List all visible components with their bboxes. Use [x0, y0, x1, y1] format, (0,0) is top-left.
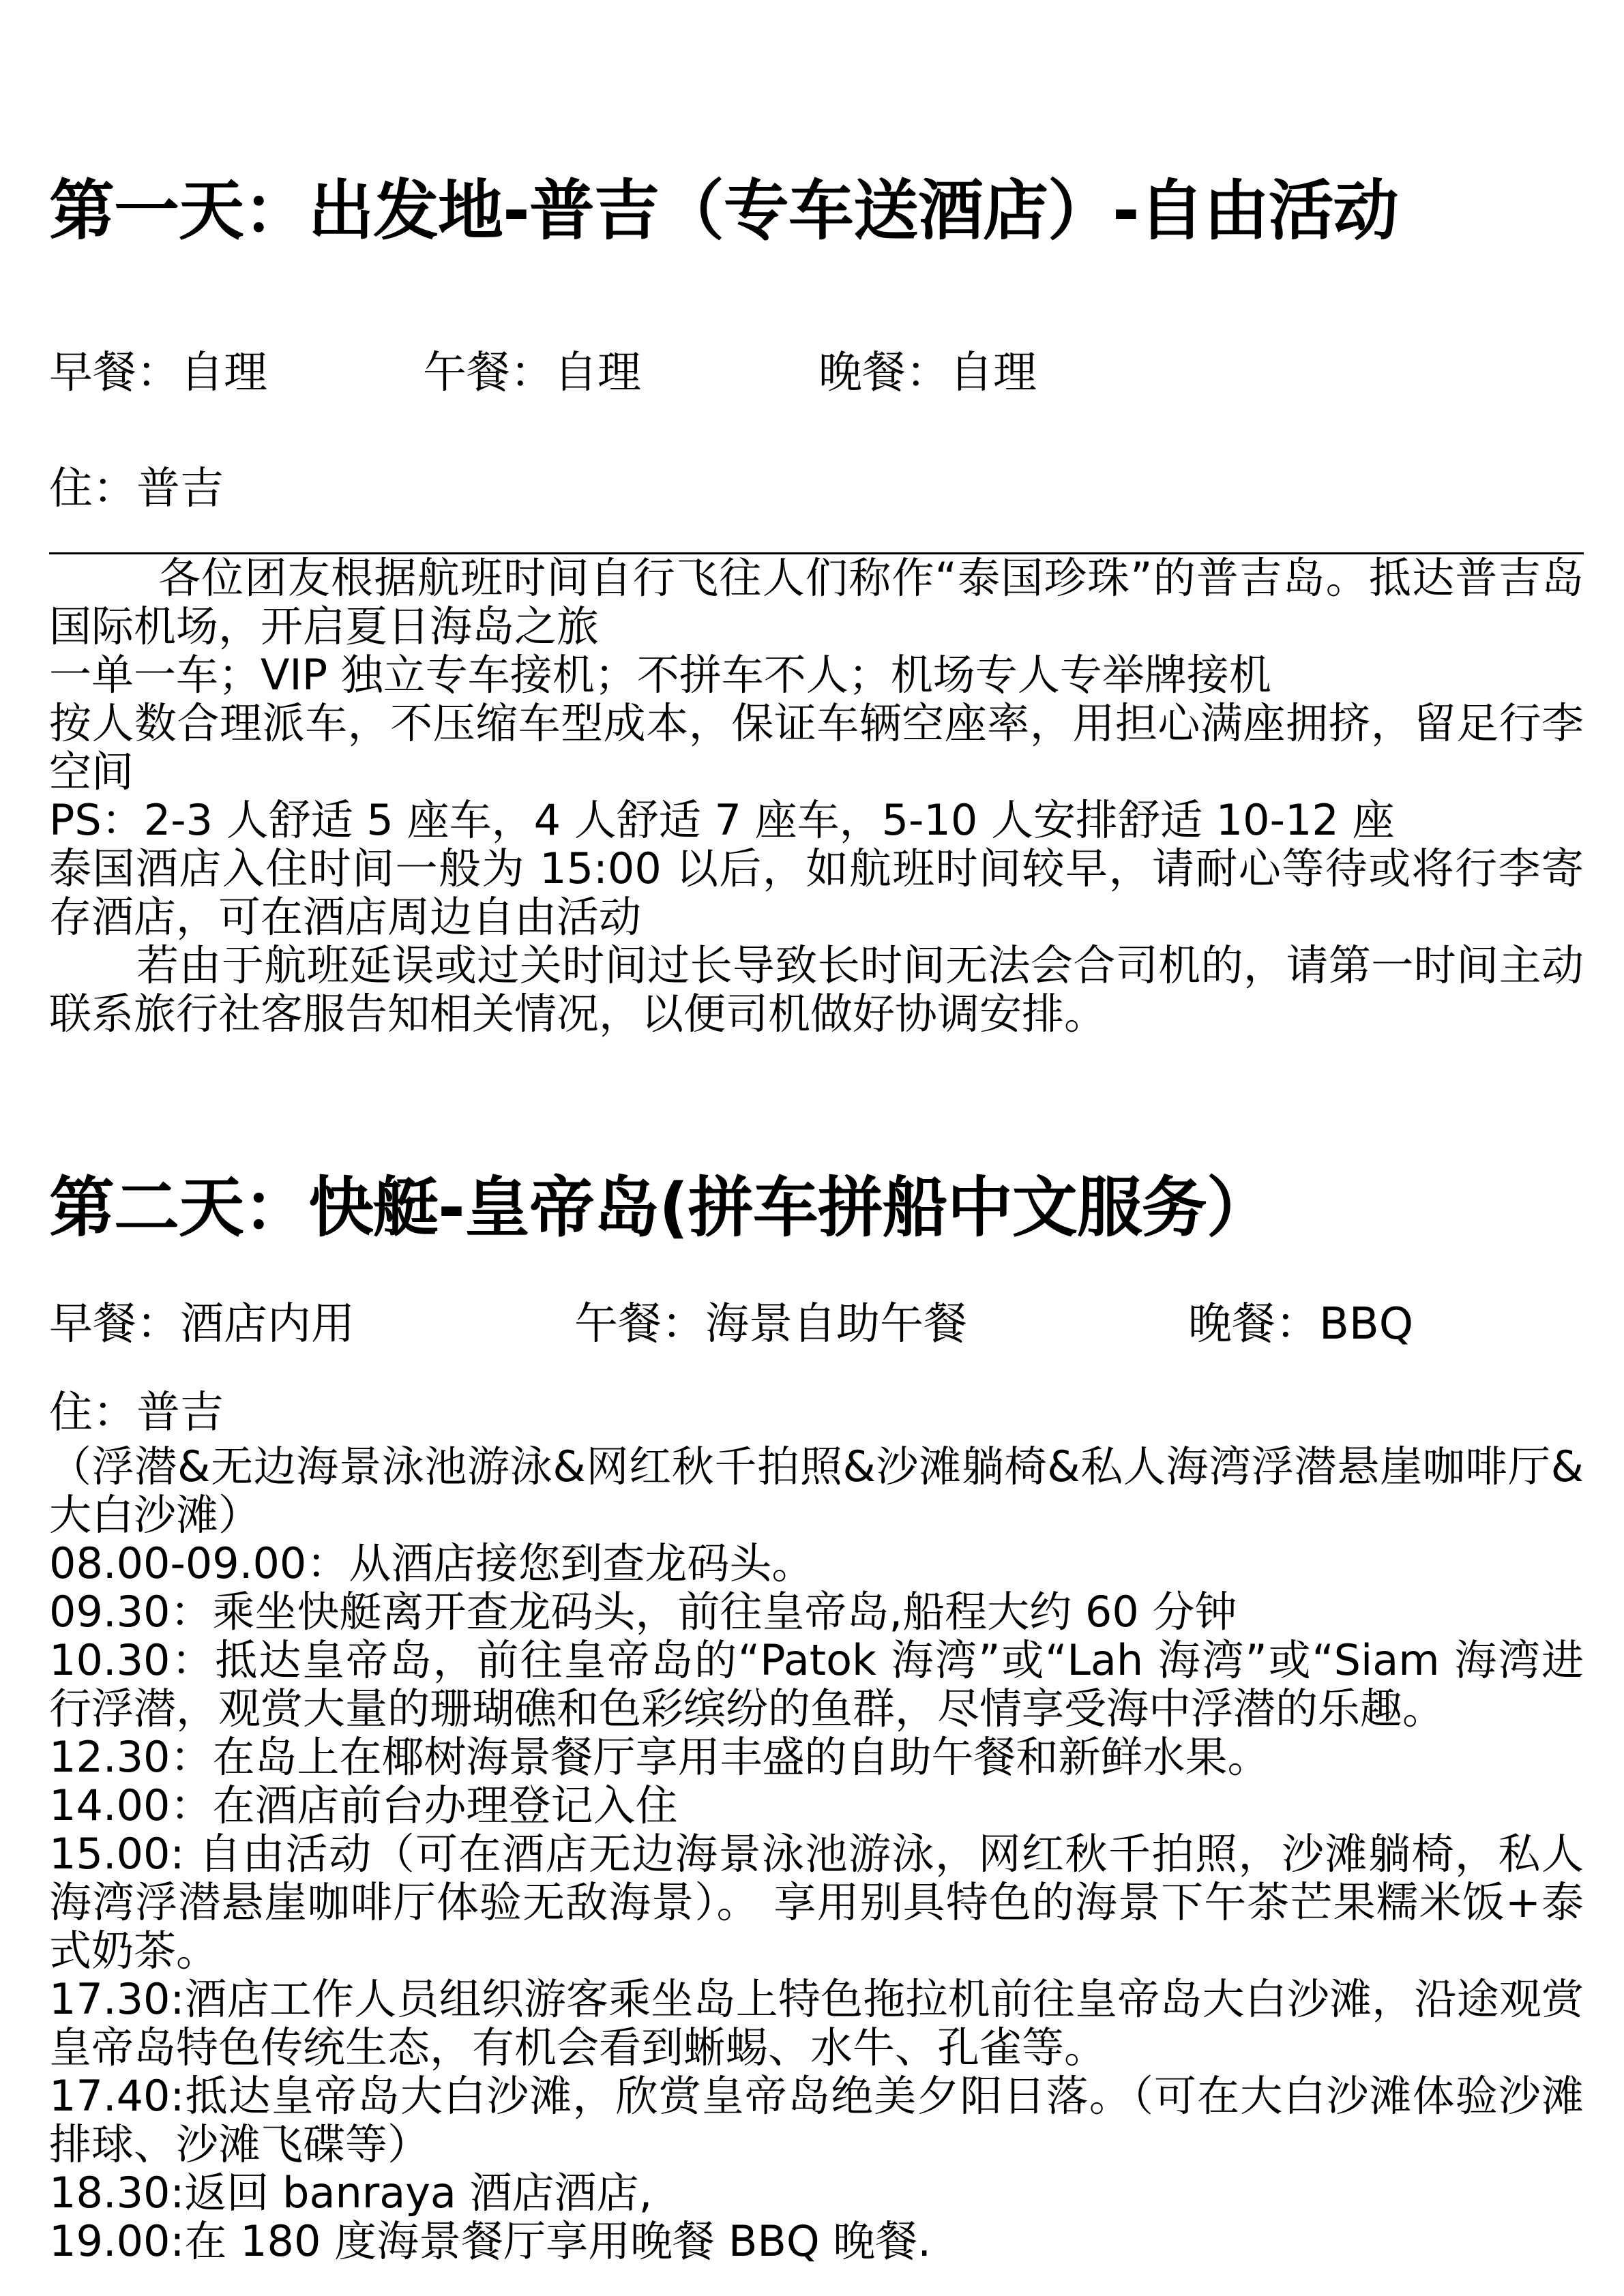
schedule-item: 09.30：乘坐快艇离开查龙码头，前往皇帝岛,船程大约 60 分钟 [49, 1587, 1237, 1637]
day1-paragraph: 按人数合理派车，不压缩车型成本，保证车辆空座率，用担心满座拥挤，留足行李空间 [49, 698, 1584, 796]
day1-title: 第一天：出发地-普吉（专车送酒店）-自由活动 [49, 173, 1398, 249]
day1-paragraph: 泰国酒店入住时间一般为 15:00 以后，如航班时间较早，请耐心等待或将行李寄存酒店，可在酒店周边自由活动 [49, 844, 1584, 942]
day1-breakfast: 早餐：自理 [49, 348, 267, 398]
day2-breakfast: 早餐：酒店内用 [49, 1299, 355, 1350]
day1-paragraph: 各位团友根据航班时间自行飞往人们称作“泰国珍珠”的普吉岛。抵达普吉岛国际机场，开启夏日海岛之旅 [49, 553, 1584, 651]
day1-dinner: 晚餐：自理 [818, 348, 1037, 398]
schedule-item: 17.40:抵达皇帝岛大白沙滩，欣赏皇帝岛绝美夕阳日落。（可在大白沙滩体验沙滩排球、沙滩飞碟等） [49, 2071, 1584, 2169]
schedule-item: 15.00: 自由活动（可在酒店无边海景泳池游泳，网红秋千拍照，沙滩躺椅，私人海湾浮潜悬崖咖啡厅体验无敌海景）。 享用别具特色的海景下午茶芒果糯米饭+泰式奶茶。 [49, 1829, 1584, 1976]
schedule-item: 14.00：在酒店前台办理登记入住 [49, 1780, 678, 1830]
schedule-item: 08.00-09.00：从酒店接您到查龙码头。 [49, 1538, 814, 1588]
day1-paragraph: PS：2-3 人舒适 5 座车，4 人舒适 7 座车，5-10 人安排舒适 10-12 座 [49, 795, 1395, 845]
day1-description [49, 554, 1584, 1038]
schedule-item: 12.30：在岛上在椰树海景餐厅享用丰盛的自助午餐和新鲜水果。 [49, 1732, 1270, 1782]
day2-schedule [49, 1442, 1584, 2265]
day1-paragraph: 一单一车；VIP 独立专车接机；不拼车不人；机场专人专举牌接机 [49, 650, 1271, 700]
schedule-item: 10.30：抵达皇帝岛，前往皇帝岛的“Patok 海湾”或“Lah 海湾”或“Siam 海湾进行浮潜，观赏大量的珊瑚礁和色彩缤纷的鱼群，尽情享受海中浮潜的乐趣。 [49, 1635, 1584, 1733]
schedule-item: 17.30:酒店工作人员组织游客乘坐岛上特色拖拉机前往皇帝岛大白沙滩，沿途观赏皇帝岛特色传统生态，有机会看到蜥蜴、水牛、孔雀等。 [49, 1974, 1584, 2072]
day1-paragraph: 若由于航班延误或过关时间过长导致长时间无法会合司机的，请第一时间主动联系旅行社客服告知相关情况，以便司机做好协调安排。 [49, 940, 1584, 1039]
day1-lunch: 午餐：自理 [423, 348, 641, 398]
day2-title: 第二天：快艇-皇帝岛(拼车拼船中文服务） [49, 1169, 1271, 1246]
day2-lunch: 午餐：海景自助午餐 [574, 1299, 967, 1350]
schedule-item: 18.30:返回 banraya 酒店酒店, [49, 2168, 653, 2218]
schedule-item: 19.00:在 180 度海景餐厅享用晚餐 BBQ 晚餐. [49, 2216, 932, 2266]
day2-dinner: 晚餐：BBQ [1188, 1299, 1414, 1350]
day2-stay: 住：普吉 [49, 1388, 224, 1438]
day1-stay: 住：普吉 [49, 464, 224, 514]
day2-activities-summary: （浮潜&无边海景泳池游泳&网红秋千拍照&沙滩躺椅&私人海湾浮潜悬崖咖啡厅&大白沙滩） [49, 1442, 1584, 1540]
